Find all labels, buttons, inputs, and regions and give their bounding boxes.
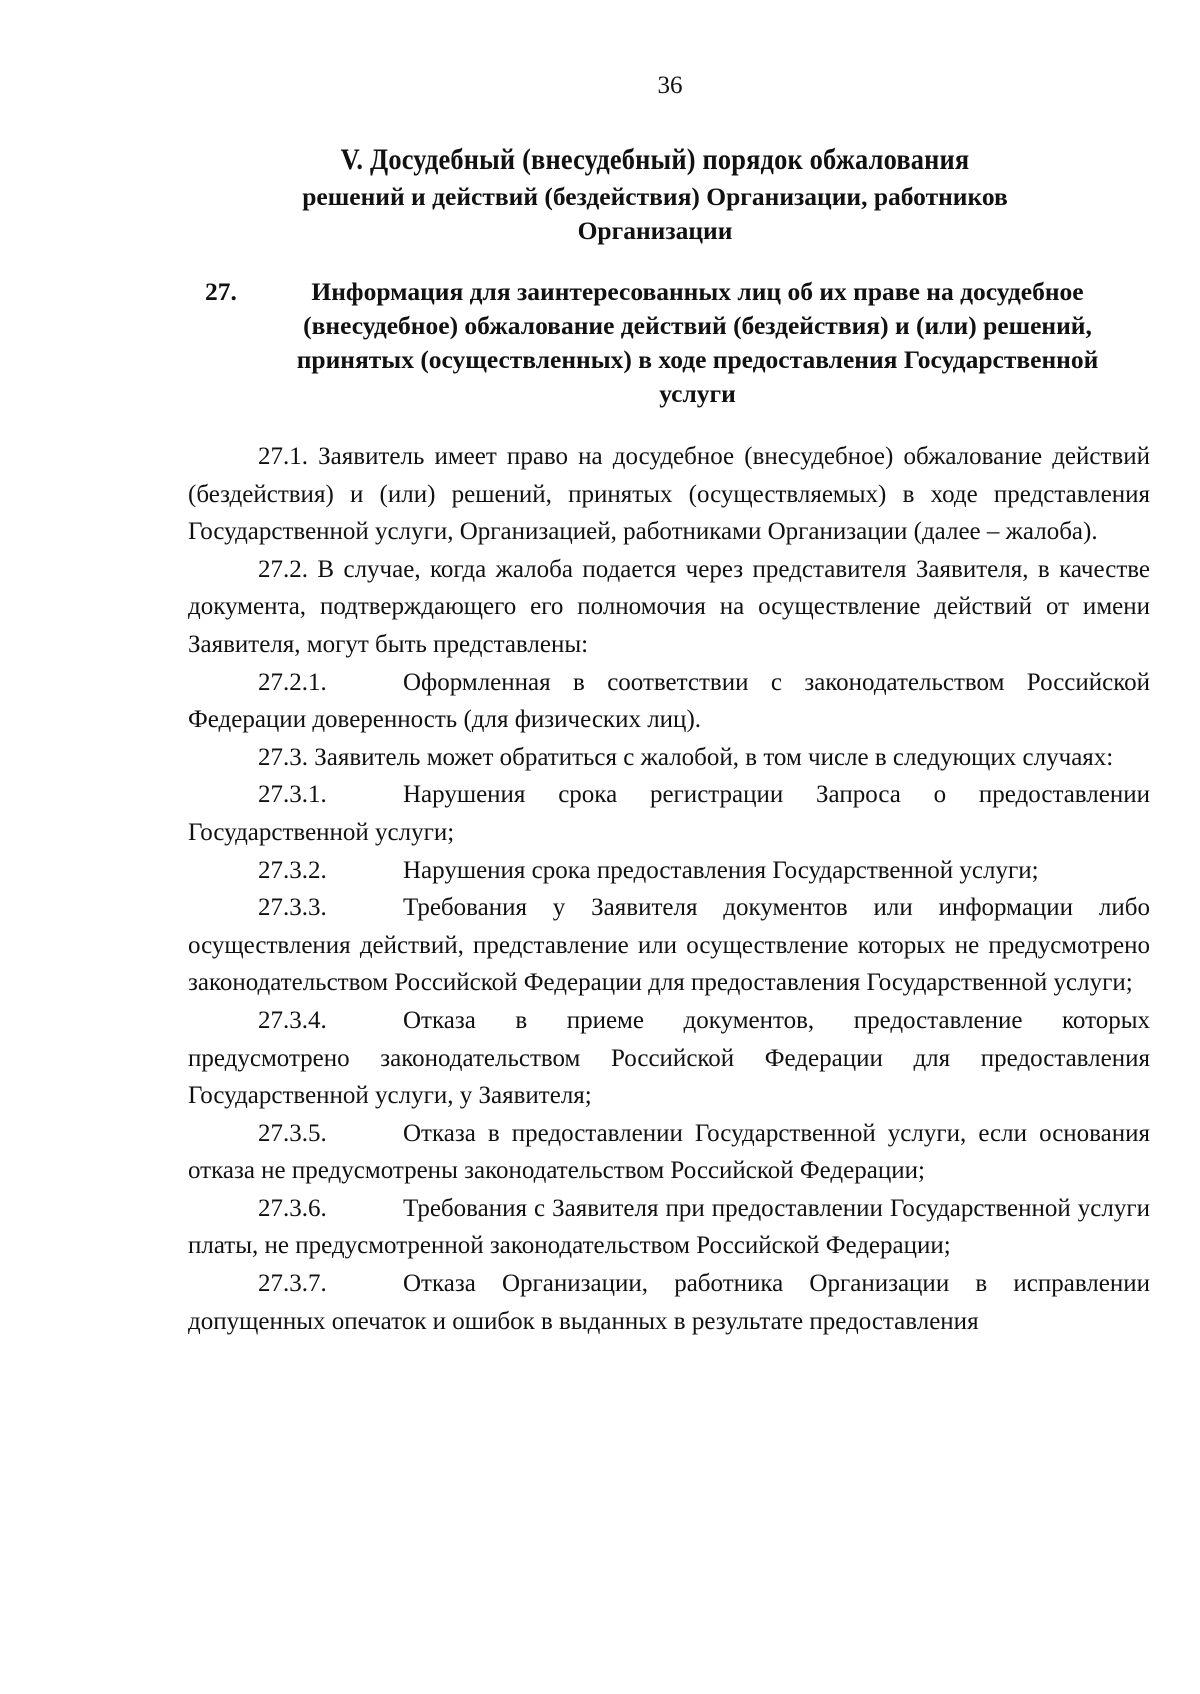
paragraph-27-3-1 [188, 776, 1150, 851]
paragraph-27-3-6 [188, 1190, 1150, 1265]
paragraph-number: 27.3.2. [258, 856, 327, 884]
subsection-heading [205, 275, 1160, 411]
paragraph-text: Отказа в предоставлении Государственной услуги, если основания отказа не предусмотрены законодательством Российской Федерации; [188, 1119, 1150, 1185]
paragraph-text: Оформленная в соответствии с законодательством Российской Федерации доверенность (для физических лиц). [188, 668, 1150, 734]
subsection-title [205, 275, 1160, 411]
paragraph-text: Требования с Заявителя при предоставлении Государственной услуги платы, не предусмотренной законодательством Российской Федерации; [188, 1194, 1150, 1260]
section-title-line3: Организации [577, 216, 733, 245]
paragraph-text: Отказа в приеме документов, предоставление которых предусмотрено законодательством Российской Федерации для предоставления Государственной услуги, у Заявителя; [188, 1006, 1150, 1110]
paragraph-number: 27.3.5. [258, 1119, 327, 1147]
paragraph-number: 27.3.4. [258, 1006, 327, 1034]
subsection-title-line2: (внесудебное) обжалование действий (бездействия) и (или) решений, [303, 311, 1092, 340]
paragraph-27-3-2 [188, 852, 1150, 890]
paragraph-27-1: 27.1. Заявитель имеет право на досудебное (внесудебное) обжалование действий (бездействия) и (или) решений, принятых (осуществляемых) в ходе представления Государственной услуги, Организацией, работниками Организации (далее – жалоба). [188, 443, 1150, 546]
paragraph-number: 27.3.7. [258, 1270, 327, 1298]
paragraph-27-2-1 [188, 664, 1150, 739]
document-body [188, 438, 1150, 1340]
section-heading [140, 140, 1170, 248]
paragraph-text: Требования у Заявителя документов или информации либо осуществления действий, представление или осуществление которых не предусмотрено законодательством Российской Федерации для предоставления Государственной услуги; [188, 894, 1150, 997]
subsection-title-line1: Информация для заинтересованных лиц об их праве на досудебное [311, 277, 1084, 306]
section-title-line1: V. Досудебный (внесудебный) порядок обжалования [340, 143, 970, 176]
paragraph-27-2: 27.2. В случае, когда жалоба подается через представителя Заявителя, в качестве документа, подтверждающего его полномочия на осуществление действий от имени Заявителя, могут быть представлены: [188, 555, 1150, 658]
paragraph-27-3: 27.3. Заявитель может обратиться с жалобой, в том числе в следующих случаях: [258, 743, 1114, 771]
paragraph-27-3-5 [188, 1115, 1150, 1190]
paragraph-text: Нарушения срока предоставления Государственной услуги; [403, 856, 1039, 884]
paragraph-text: Отказа Организации, работника Организации в исправлении допущенных опечаток и ошибок в выданных в результате предоставления [188, 1270, 1150, 1335]
paragraph-number: 27.3.3. [258, 894, 327, 922]
page-number: 36 [657, 72, 683, 99]
paragraph-text: Нарушения срока регистрации Запроса о предоставлении Государственной услуги; [188, 781, 1150, 846]
paragraph-27-3-7 [188, 1265, 1150, 1340]
paragraph-27-3-4 [188, 1002, 1150, 1115]
paragraph-27-3-3 [188, 889, 1150, 1002]
paragraph-number: 27.2.1. [258, 668, 327, 696]
subsection-title-line4: услуги [659, 379, 736, 408]
paragraph-number: 27.3.1. [258, 781, 327, 809]
section-title-line2: решений и действий (бездействия) Организации, работников [302, 182, 1008, 211]
subsection-title-line3: принятых (осуществленных) в ходе предоставления Государственной [296, 345, 1099, 374]
paragraph-number: 27.3.6. [258, 1194, 327, 1222]
subsection-number: 27. [205, 277, 237, 306]
